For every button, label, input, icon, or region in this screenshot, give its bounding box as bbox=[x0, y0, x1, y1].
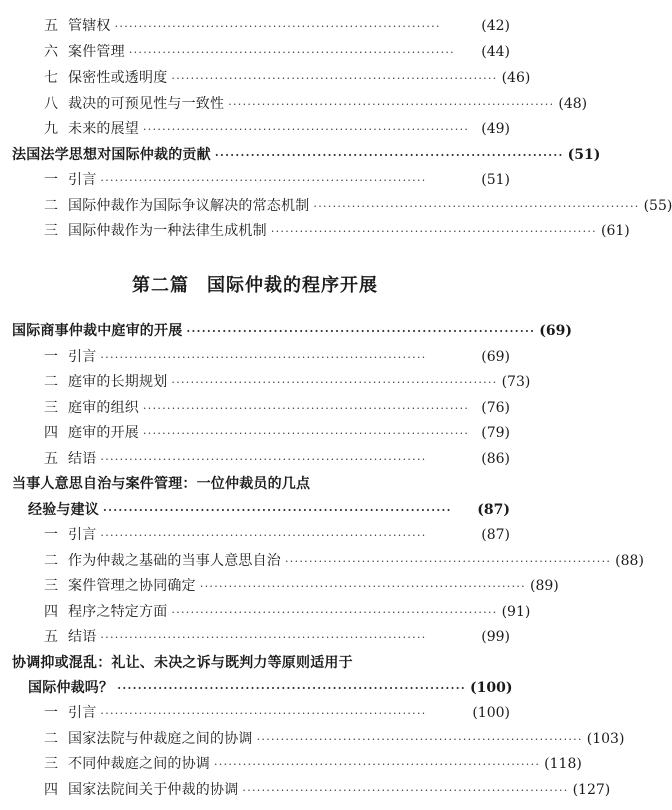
entry-number: 五 bbox=[44, 629, 59, 645]
entry-title: 国际仲裁作为一种法律生成机制 bbox=[68, 223, 267, 239]
chapter-entry-line1[interactable] bbox=[0, 651, 510, 675]
leader-dots: ···································································· bbox=[313, 200, 640, 213]
entry-number: 二 bbox=[44, 374, 59, 390]
chapter-entry[interactable] bbox=[0, 143, 601, 167]
page-number: (48) bbox=[558, 96, 588, 112]
toc-entry[interactable] bbox=[0, 40, 510, 64]
entry-title: 引言 bbox=[68, 349, 97, 365]
toc-entry[interactable] bbox=[0, 92, 588, 116]
entry-number: 四 bbox=[44, 425, 59, 441]
leader-dots: ···································································· bbox=[100, 631, 427, 644]
page-number: (69) bbox=[481, 349, 510, 365]
leader-dots: ···································································· bbox=[143, 123, 470, 136]
toc-entry[interactable] bbox=[0, 447, 510, 471]
leader-dots: ···································································· bbox=[100, 453, 427, 466]
page-number: (100) bbox=[472, 705, 510, 721]
toc-entry[interactable] bbox=[0, 523, 510, 547]
toc-entry[interactable] bbox=[0, 117, 510, 141]
page-number: (100) bbox=[470, 680, 513, 696]
entry-number: 四 bbox=[44, 604, 59, 620]
chapter-title: 当事人意思自治与案件管理：一位仲裁员的几点 bbox=[12, 476, 311, 492]
leader-dots: ···································································· bbox=[103, 504, 452, 517]
leader-dots: ···································································· bbox=[143, 402, 470, 415]
page-number: (51) bbox=[481, 172, 510, 188]
leader-dots: ···································································· bbox=[171, 376, 498, 389]
entry-title: 国家法院间关于仲裁的协调 bbox=[68, 782, 239, 798]
entry-number: 四 bbox=[44, 782, 59, 798]
chapter-entry-line2[interactable] bbox=[0, 498, 510, 522]
toc-entry[interactable] bbox=[0, 168, 510, 192]
leader-dots: ···································································· bbox=[186, 325, 536, 338]
entry-number: 一 bbox=[44, 349, 59, 365]
page-number: (61) bbox=[600, 223, 630, 239]
entry-number: 二 bbox=[44, 731, 59, 747]
page-number: (44) bbox=[481, 44, 510, 60]
entry-title: 未来的展望 bbox=[68, 121, 139, 137]
chapter-title-continued: 国际仲裁吗？ bbox=[28, 680, 114, 696]
entry-number: 五 bbox=[44, 18, 59, 34]
leader-dots: ···································································· bbox=[228, 98, 555, 111]
toc-entry[interactable] bbox=[0, 600, 531, 624]
toc-entry[interactable] bbox=[0, 194, 672, 218]
entry-number: 一 bbox=[44, 527, 59, 543]
leader-dots: ···································································· bbox=[100, 351, 427, 364]
entry-number: 五 bbox=[44, 451, 59, 467]
page-number: (91) bbox=[501, 604, 531, 620]
chapter-title-continued: 经验与建议 bbox=[28, 502, 99, 518]
toc-entry[interactable] bbox=[0, 574, 559, 598]
entry-title: 作为仲裁之基础的当事人意思自治 bbox=[68, 553, 281, 569]
page-number: (69) bbox=[539, 323, 572, 339]
toc-entry[interactable] bbox=[0, 219, 630, 243]
entry-number: 六 bbox=[44, 44, 59, 60]
leader-dots: ···································································· bbox=[199, 580, 526, 593]
entry-title: 结语 bbox=[68, 451, 97, 467]
part-name: 国际仲裁的程序开展 bbox=[207, 275, 378, 296]
entry-title: 程序之特定方面 bbox=[68, 604, 168, 620]
entry-title: 保密性或透明度 bbox=[68, 70, 168, 86]
leader-dots: ···································································· bbox=[171, 72, 498, 85]
entry-number: 七 bbox=[44, 70, 59, 86]
entry-number: 三 bbox=[44, 223, 59, 239]
leader-dots: ···································································· bbox=[100, 707, 427, 720]
entry-title: 引言 bbox=[68, 172, 97, 188]
entry-title: 庭审的组织 bbox=[68, 400, 139, 416]
page-number: (87) bbox=[477, 502, 510, 518]
leader-dots: ···································································· bbox=[256, 733, 583, 746]
page-number: (51) bbox=[567, 147, 601, 163]
entry-number: 三 bbox=[44, 400, 59, 416]
leader-dots: ···································································· bbox=[143, 427, 470, 440]
toc-entry[interactable] bbox=[0, 778, 611, 802]
part-label: 第二篇 bbox=[132, 275, 189, 296]
page-number: (79) bbox=[481, 425, 510, 441]
page-number: (99) bbox=[481, 629, 510, 645]
leader-dots: ···································································· bbox=[214, 758, 541, 771]
entry-title: 管辖权 bbox=[68, 18, 111, 34]
toc-entry[interactable] bbox=[0, 625, 510, 649]
page-number: (46) bbox=[501, 70, 531, 86]
chapter-entry-line1[interactable] bbox=[0, 472, 510, 496]
toc-entry[interactable] bbox=[0, 345, 510, 369]
page-number: (42) bbox=[481, 18, 510, 34]
leader-dots: ···································································· bbox=[214, 149, 564, 162]
toc-entry[interactable] bbox=[0, 396, 510, 420]
toc-entry[interactable] bbox=[0, 66, 531, 90]
leader-dots: ···································································· bbox=[114, 20, 441, 33]
entry-title: 不同仲裁庭之间的协调 bbox=[68, 756, 210, 772]
chapter-title: 国际商事仲裁中庭审的开展 bbox=[12, 323, 183, 339]
entry-title: 裁决的可预见性与一致性 bbox=[68, 96, 225, 112]
entry-title: 国家法院与仲裁庭之间的协调 bbox=[68, 731, 253, 747]
entry-number: 二 bbox=[44, 198, 59, 214]
toc-entry[interactable] bbox=[0, 421, 510, 445]
leader-dots: ···································································· bbox=[171, 606, 498, 619]
entry-number: 三 bbox=[44, 756, 59, 772]
page-number: (76) bbox=[481, 400, 510, 416]
leader-dots: ···································································· bbox=[285, 555, 612, 568]
leader-dots: ···································································· bbox=[100, 174, 427, 187]
entry-number: 三 bbox=[44, 578, 59, 594]
page-number: (118) bbox=[544, 756, 582, 772]
entry-title: 案件管理之协同确定 bbox=[68, 578, 196, 594]
chapter-title: 法国法学思想对国际仲裁的贡献 bbox=[12, 147, 211, 163]
entry-title: 庭审的长期规划 bbox=[68, 374, 168, 390]
entry-title: 引言 bbox=[68, 705, 97, 721]
entry-number: 八 bbox=[44, 96, 59, 112]
entry-number: 一 bbox=[44, 172, 59, 188]
page-number: (87) bbox=[481, 527, 510, 543]
page-number: (55) bbox=[643, 198, 672, 214]
page-number: (89) bbox=[529, 578, 559, 594]
leader-dots: ···································································· bbox=[242, 784, 569, 797]
toc-entry[interactable] bbox=[0, 701, 510, 725]
leader-dots: ···································································· bbox=[100, 529, 427, 542]
entry-number: 二 bbox=[44, 553, 59, 569]
page-number: (88) bbox=[615, 553, 644, 569]
entry-title: 结语 bbox=[68, 629, 97, 645]
entry-number: 一 bbox=[44, 705, 59, 721]
entry-title: 案件管理 bbox=[68, 44, 125, 60]
toc-entry[interactable] bbox=[0, 14, 510, 38]
toc-entry[interactable] bbox=[0, 549, 644, 573]
entry-number: 九 bbox=[44, 121, 59, 137]
page-number: (49) bbox=[481, 121, 510, 137]
page-number: (86) bbox=[481, 451, 510, 467]
leader-dots: ···································································· bbox=[117, 682, 467, 695]
chapter-entry[interactable] bbox=[0, 319, 572, 343]
toc-entry[interactable] bbox=[0, 752, 582, 776]
part-title bbox=[0, 271, 510, 297]
page-number: (127) bbox=[572, 782, 611, 798]
toc-entry[interactable] bbox=[0, 727, 625, 751]
toc-entry[interactable] bbox=[0, 370, 531, 394]
leader-dots: ···································································· bbox=[128, 46, 455, 59]
chapter-entry-line2[interactable] bbox=[0, 676, 513, 700]
entry-title: 国际仲裁作为国际争议解决的常态机制 bbox=[68, 198, 310, 214]
page-number: (73) bbox=[501, 374, 531, 390]
chapter-title: 协调抑或混乱：礼让、未决之诉与既判力等原则适用于 bbox=[12, 655, 353, 671]
page-number: (103) bbox=[586, 731, 625, 747]
entry-title: 引言 bbox=[68, 527, 97, 543]
entry-title: 庭审的开展 bbox=[68, 425, 139, 441]
leader-dots: ···································································· bbox=[270, 225, 597, 238]
